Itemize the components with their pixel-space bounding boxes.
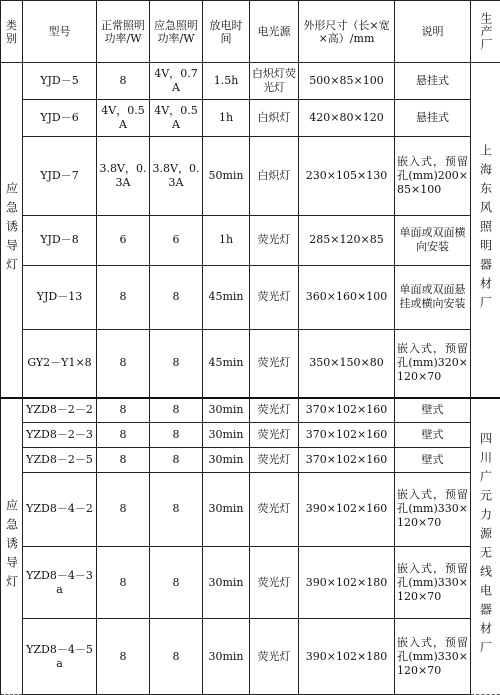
- discharge-time-cell: 45min: [203, 265, 250, 329]
- note-cell: 壁式: [395, 447, 471, 472]
- table-row: [1, 619, 500, 695]
- note-cell: 嵌入式，预留孔(mm)330×120×70: [395, 546, 471, 618]
- note-cell: 单面或双面悬挂或横向安装: [395, 265, 471, 329]
- model-cell: YZD8－4－3a: [23, 546, 97, 618]
- discharge-time-cell: 1h: [203, 100, 250, 137]
- emergency-power-cell: 8: [150, 619, 203, 695]
- dimensions-cell: 285×120×85: [299, 216, 395, 266]
- header-dimensions: 外形尺寸（长×宽×高）/mm: [299, 1, 395, 63]
- table-row: [1, 100, 500, 137]
- dimensions-cell: 370×102×160: [299, 398, 395, 423]
- manufacturer-cell: 四川广元力源无线电器材厂: [471, 398, 500, 695]
- discharge-time-cell: 50min: [203, 137, 250, 216]
- light-source-cell: 荧光灯: [250, 265, 299, 329]
- emergency-power-cell: 8: [150, 265, 203, 329]
- table-row: [1, 329, 500, 397]
- light-source-cell: 荧光灯: [250, 619, 299, 695]
- emergency-power-cell: 8: [150, 329, 203, 397]
- discharge-time-cell: 1h: [203, 216, 250, 266]
- dimensions-cell: 370×102×160: [299, 447, 395, 472]
- table-row: [1, 63, 500, 100]
- emergency-power-cell: 8: [150, 422, 203, 447]
- light-source-cell: 荧光灯: [250, 329, 299, 397]
- emergency-power-cell: 8: [150, 546, 203, 618]
- light-source-cell: 荧光灯: [250, 546, 299, 618]
- emergency-power-cell: 6: [150, 216, 203, 266]
- model-cell: YJD－8: [23, 216, 97, 266]
- normal-power-cell: 8: [97, 329, 150, 397]
- header-normal-power: 正常照明功率/W: [97, 1, 150, 63]
- model-cell: YZD8－4－5a: [23, 619, 97, 695]
- emergency-power-cell: 3.8V，0.3A: [150, 137, 203, 216]
- discharge-time-cell: 45min: [203, 329, 250, 397]
- table-row: [1, 398, 500, 423]
- manufacturer-cell: 上海东风照明器材厂: [471, 63, 500, 398]
- emergency-power-cell: 4V，0.7A: [150, 63, 203, 100]
- emergency-power-cell: 4V，0.5A: [150, 100, 203, 137]
- model-cell: YJD－7: [23, 137, 97, 216]
- dimensions-cell: 350×150×80: [299, 329, 395, 397]
- table-row: [1, 546, 500, 618]
- dimensions-cell: 390×102×180: [299, 619, 395, 695]
- light-source-cell: 荧光灯: [250, 472, 299, 546]
- normal-power-cell: 8: [97, 63, 150, 100]
- light-source-cell: 荧光灯: [250, 398, 299, 423]
- normal-power-cell: 8: [97, 619, 150, 695]
- normal-power-cell: 8: [97, 265, 150, 329]
- discharge-time-cell: 30min: [203, 619, 250, 695]
- table-row: [1, 265, 500, 329]
- light-source-cell: 荧光灯: [250, 422, 299, 447]
- table-row: [1, 216, 500, 266]
- note-cell: 嵌入式，预留孔(mm)200×85×100: [395, 137, 471, 216]
- light-source-cell: 白炽灯: [250, 137, 299, 216]
- light-source-cell: 荧光灯: [250, 447, 299, 472]
- note-cell: 壁式: [395, 422, 471, 447]
- normal-power-cell: 8: [97, 447, 150, 472]
- emergency-power-cell: 8: [150, 398, 203, 423]
- note-cell: 悬挂式: [395, 63, 471, 100]
- dimensions-cell: 420×80×120: [299, 100, 395, 137]
- discharge-time-cell: 30min: [203, 546, 250, 618]
- note-cell: 单面或双面横向安装: [395, 216, 471, 266]
- header-category: 类别: [1, 1, 23, 63]
- note-cell: 嵌入式，预留孔(mm)330×120×70: [395, 619, 471, 695]
- discharge-time-cell: 30min: [203, 472, 250, 546]
- discharge-time-cell: 1.5h: [203, 63, 250, 100]
- emergency-power-cell: 8: [150, 447, 203, 472]
- category-cell: 应急诱导灯: [1, 63, 23, 398]
- normal-power-cell: 8: [97, 398, 150, 423]
- header-manufacturer: 生产厂: [471, 1, 500, 63]
- normal-power-cell: 8: [97, 422, 150, 447]
- dimensions-cell: 360×160×100: [299, 265, 395, 329]
- table-row: [1, 472, 500, 546]
- model-cell: YZD8－4－2: [23, 472, 97, 546]
- model-cell: YJD－13: [23, 265, 97, 329]
- table-row: [1, 422, 500, 447]
- header-emergency-power: 应急照明功率/W: [150, 1, 203, 63]
- model-cell: YZD8－2－3: [23, 422, 97, 447]
- light-source-cell: 白炽灯: [250, 100, 299, 137]
- discharge-time-cell: 30min: [203, 422, 250, 447]
- header-notes: 说明: [395, 1, 471, 63]
- table-row: [1, 447, 500, 472]
- header-row: [1, 1, 500, 63]
- normal-power-cell: 6: [97, 216, 150, 266]
- dimensions-cell: 230×105×130: [299, 137, 395, 216]
- light-source-cell: 白炽灯荧光灯: [250, 63, 299, 100]
- note-cell: 嵌入式，预留孔(mm)320×120×70: [395, 329, 471, 397]
- normal-power-cell: 8: [97, 546, 150, 618]
- normal-power-cell: 8: [97, 472, 150, 546]
- header-model: 型号: [23, 1, 97, 63]
- dimensions-cell: 500×85×100: [299, 63, 395, 100]
- note-cell: 壁式: [395, 398, 471, 423]
- light-source-cell: 荧光灯: [250, 216, 299, 266]
- discharge-time-cell: 30min: [203, 447, 250, 472]
- model-cell: GY2－Y1×8: [23, 329, 97, 397]
- note-cell: 悬挂式: [395, 100, 471, 137]
- model-cell: YJD－5: [23, 63, 97, 100]
- header-discharge-time: 放电时间: [203, 1, 250, 63]
- emergency-power-cell: 8: [150, 472, 203, 546]
- category-cell: 应急诱导灯: [1, 398, 23, 695]
- dimensions-cell: 390×102×160: [299, 472, 395, 546]
- model-cell: YJD－6: [23, 100, 97, 137]
- dimensions-cell: 390×102×180: [299, 546, 395, 618]
- header-light-source: 电光源: [250, 1, 299, 63]
- normal-power-cell: 3.8V，0.3A: [97, 137, 150, 216]
- table-row: [1, 137, 500, 216]
- dimensions-cell: 370×102×160: [299, 422, 395, 447]
- discharge-time-cell: 30min: [203, 398, 250, 423]
- model-cell: YZD8－2－5: [23, 447, 97, 472]
- normal-power-cell: 4V，0.5A: [97, 100, 150, 137]
- model-cell: YZD8－2－2: [23, 398, 97, 423]
- note-cell: 嵌入式，预留孔(mm)330×120×70: [395, 472, 471, 546]
